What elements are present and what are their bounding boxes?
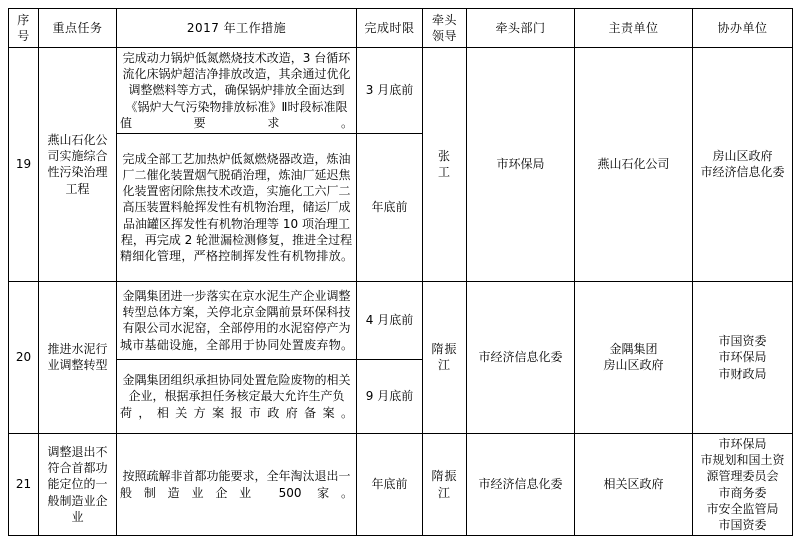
cell-measure-20-2: 金隅集团组织承担协同处置危险废物的相关企业，根据承担任务核定最大允许生产负荷，相关方案报市政府备案。 — [117, 359, 357, 433]
cell-seq-19: 19 — [9, 48, 39, 282]
table-body — [9, 48, 793, 536]
header-main-unit: 主责单位 — [575, 9, 693, 48]
cell-assist-unit-20: 市国资委 市环保局 市财政局 — [693, 281, 793, 433]
cell-seq-21: 21 — [9, 433, 39, 535]
cell-department-20: 市经济信息化委 — [467, 281, 575, 433]
cell-task-19: 燕山石化公司实施综合性污染治理工程 — [39, 48, 117, 282]
cell-deadline-20-2: 9 月底前 — [357, 359, 423, 433]
header-task: 重点任务 — [39, 9, 117, 48]
cell-assist-unit-19: 房山区政府 市经济信息化委 — [693, 48, 793, 282]
cell-seq-20: 20 — [9, 281, 39, 433]
table-row — [9, 433, 793, 535]
header-seq-label: 序号 — [17, 12, 30, 43]
cell-task-21: 调整退出不符合首都功能定位的一般制造业企业 — [39, 433, 117, 535]
header-department: 牵头部门 — [467, 9, 575, 48]
cell-measure-19-2: 完成全部工艺加热炉低氮燃烧器改造，炼油厂二催化装置烟气脱硝治理，炼油厂延迟焦化装置密闭除焦技术改造，实施化工六厂二高压装置料舱挥发性有机物治理，储运厂成品油罐区挥发性有机物治理等 10 项治理工程，再完成 2 轮泄漏检测修复，推进全过程精细化管理，严格控制挥发性有机物排放。 — [117, 133, 357, 281]
cell-main-unit-20: 金隅集团 房山区政府 — [575, 281, 693, 433]
cell-lead-21: 隋振江 — [423, 433, 467, 535]
work-measures-table — [8, 8, 793, 536]
cell-main-unit-19: 燕山石化公司 — [575, 48, 693, 282]
cell-task-20: 推进水泥行业调整转型 — [39, 281, 117, 433]
table-header — [9, 9, 793, 48]
header-assist-unit: 协办单位 — [693, 9, 793, 48]
header-deadline: 完成时限 — [357, 9, 423, 48]
header-lead: 牵头领导 — [423, 9, 467, 48]
cell-measure-20-1: 金隅集团进一步落实在京水泥生产企业调整转型总体方案，关停北京金隅前景环保科技有限公司水泥窑，全部停用的水泥窑停产为城市基础设施，全部用于协同处置废弃物。 — [117, 281, 357, 359]
table-row — [9, 281, 793, 359]
cell-deadline-19-1: 3 月底前 — [357, 48, 423, 134]
table-row — [9, 48, 793, 134]
cell-lead-20: 隋振江 — [423, 281, 467, 433]
cell-measure-19-1: 完成动力锅炉低氮燃烧技术改造，3 台循环流化床锅炉超洁净排放改造，其余通过优化调整燃料等方式，确保锅炉排放全面达到《锅炉大气污染物排放标准》Ⅱ时段标准限值要求。 — [117, 48, 357, 134]
cell-department-21: 市经济信息化委 — [467, 433, 575, 535]
cell-main-unit-21: 相关区政府 — [575, 433, 693, 535]
cell-assist-unit-21: 市环保局 市规划和国土资源管理委员会 市商务委 市安全监管局 市国资委 — [693, 433, 793, 535]
header-measures: 2017 年工作措施 — [117, 9, 357, 48]
cell-measure-21-1: 按照疏解非首都功能要求，全年淘汰退出一般制造业企业 500 家。 — [117, 433, 357, 535]
cell-department-19: 市环保局 — [467, 48, 575, 282]
cell-lead-19: 张 工 — [423, 48, 467, 282]
cell-deadline-21-1: 年底前 — [357, 433, 423, 535]
header-seq — [9, 9, 39, 48]
cell-deadline-19-2: 年底前 — [357, 133, 423, 281]
cell-deadline-20-1: 4 月底前 — [357, 281, 423, 359]
table-header-row — [9, 9, 793, 48]
